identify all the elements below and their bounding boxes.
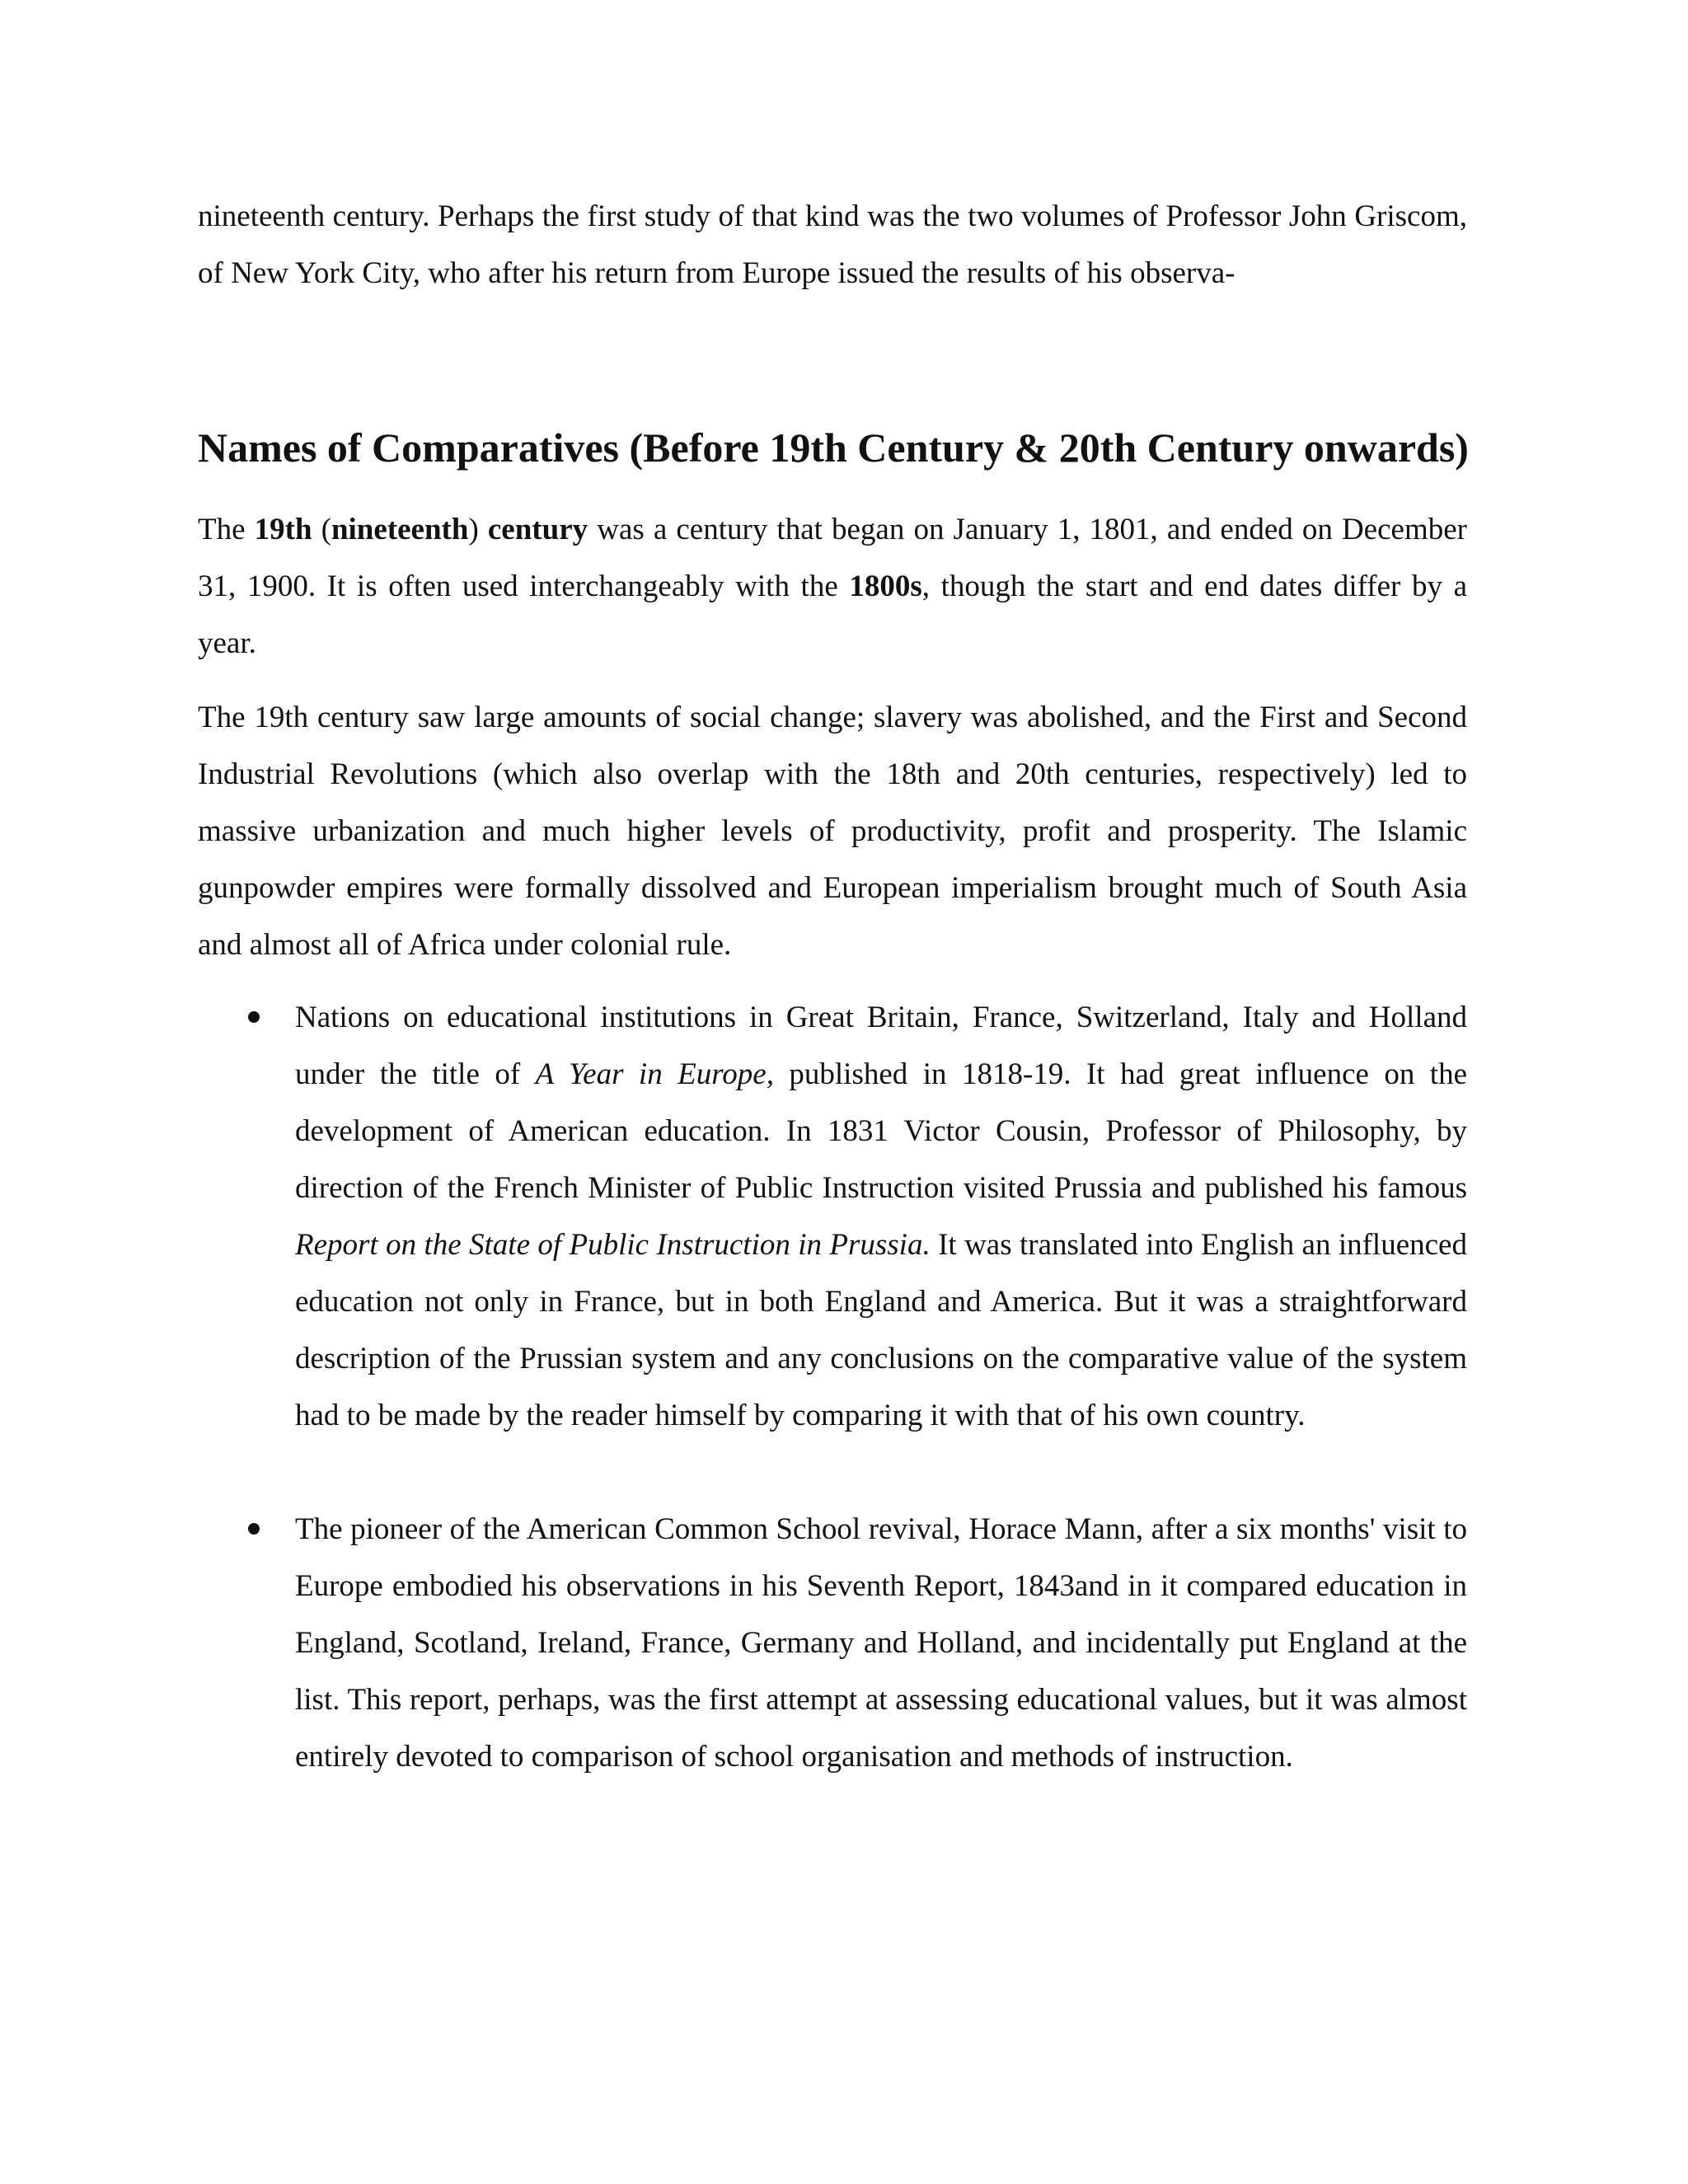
bullet-text <box>295 989 1467 1444</box>
section-heading: Names of Comparatives (Before 19th Century & 20th Century onwards) <box>198 424 1469 471</box>
bold-term: century <box>487 513 588 546</box>
intro-paragraph: nineteenth century. Perhaps the first study of that kind was the two volumes of Professor John Griscom, of New York City, who after his return from Europe issued the results of his observa- <box>198 199 1467 290</box>
text-span: Nations on educational institutions in Great Britain, France, Switzerland, Italy and Holland under the title of <box>295 1001 1467 1091</box>
bold-term: 1800s <box>849 569 922 603</box>
italic-title: Report on the State of Public Instruction in Prussia. <box>295 1228 931 1262</box>
bold-term: 19th <box>254 513 312 546</box>
text-span: ) <box>468 513 488 546</box>
bullet-list <box>198 989 1467 1785</box>
bold-term: nineteenth <box>331 513 469 546</box>
bullet-icon <box>248 1523 260 1535</box>
text-span: It was translated into English an influenced education not only in France, but in both England and America. But it was a straightforward description of the Prussian system and any conclusions on the comparative value of the system had to be made by the reader himself by comparing it with that of his own country. <box>295 1228 1467 1432</box>
bullet-icon <box>248 1011 260 1023</box>
text-span: published in 1818-19. It had great influence on the development of American education. In 1831 Victor Cousin, Professor of Philosophy, by direction of the French Minister of Public Instruction visited Prussia and published his famous <box>295 1057 1468 1205</box>
text-span: ( <box>312 513 331 546</box>
italic-title: A Year in Europe, <box>535 1057 774 1091</box>
list-item <box>198 989 1467 1444</box>
text-span: The <box>198 513 255 546</box>
list-item <box>198 1501 1467 1785</box>
paragraph-19th-century-definition <box>198 501 1467 672</box>
text-span: , though the start and end dates differ by a year. <box>198 569 1467 660</box>
text-span: was a century that began on January 1, 1801, and ended on December 31, 1900. It is often used interchangeably with the <box>198 513 1467 603</box>
paragraph-19th-century-change: The 19th century saw large amounts of social change; slavery was abolished, and the First and Second Industrial Revolutions (which also overlap with the 18th and 20th centuries, respectively) led to massive urbanization and much higher levels of productivity, profit and prosperity. The Islamic gunpowder empires were formally dissolved and European imperialism brought much of South Asia and almost all of Africa under colonial rule. <box>198 701 1467 962</box>
bullet-text: The pioneer of the American Common School revival, Horace Mann, after a six months' visit to Europe embodied his observations in his Seventh Report, 1843and in it compared education in England, Scotland, Ireland, France, Germany and Holland, and incidentally put England at the list. This report, perhaps, was the first attempt at assessing educational values, but it was almost entirely devoted to comparison of school organisation and methods of instruction. <box>295 1512 1467 1774</box>
